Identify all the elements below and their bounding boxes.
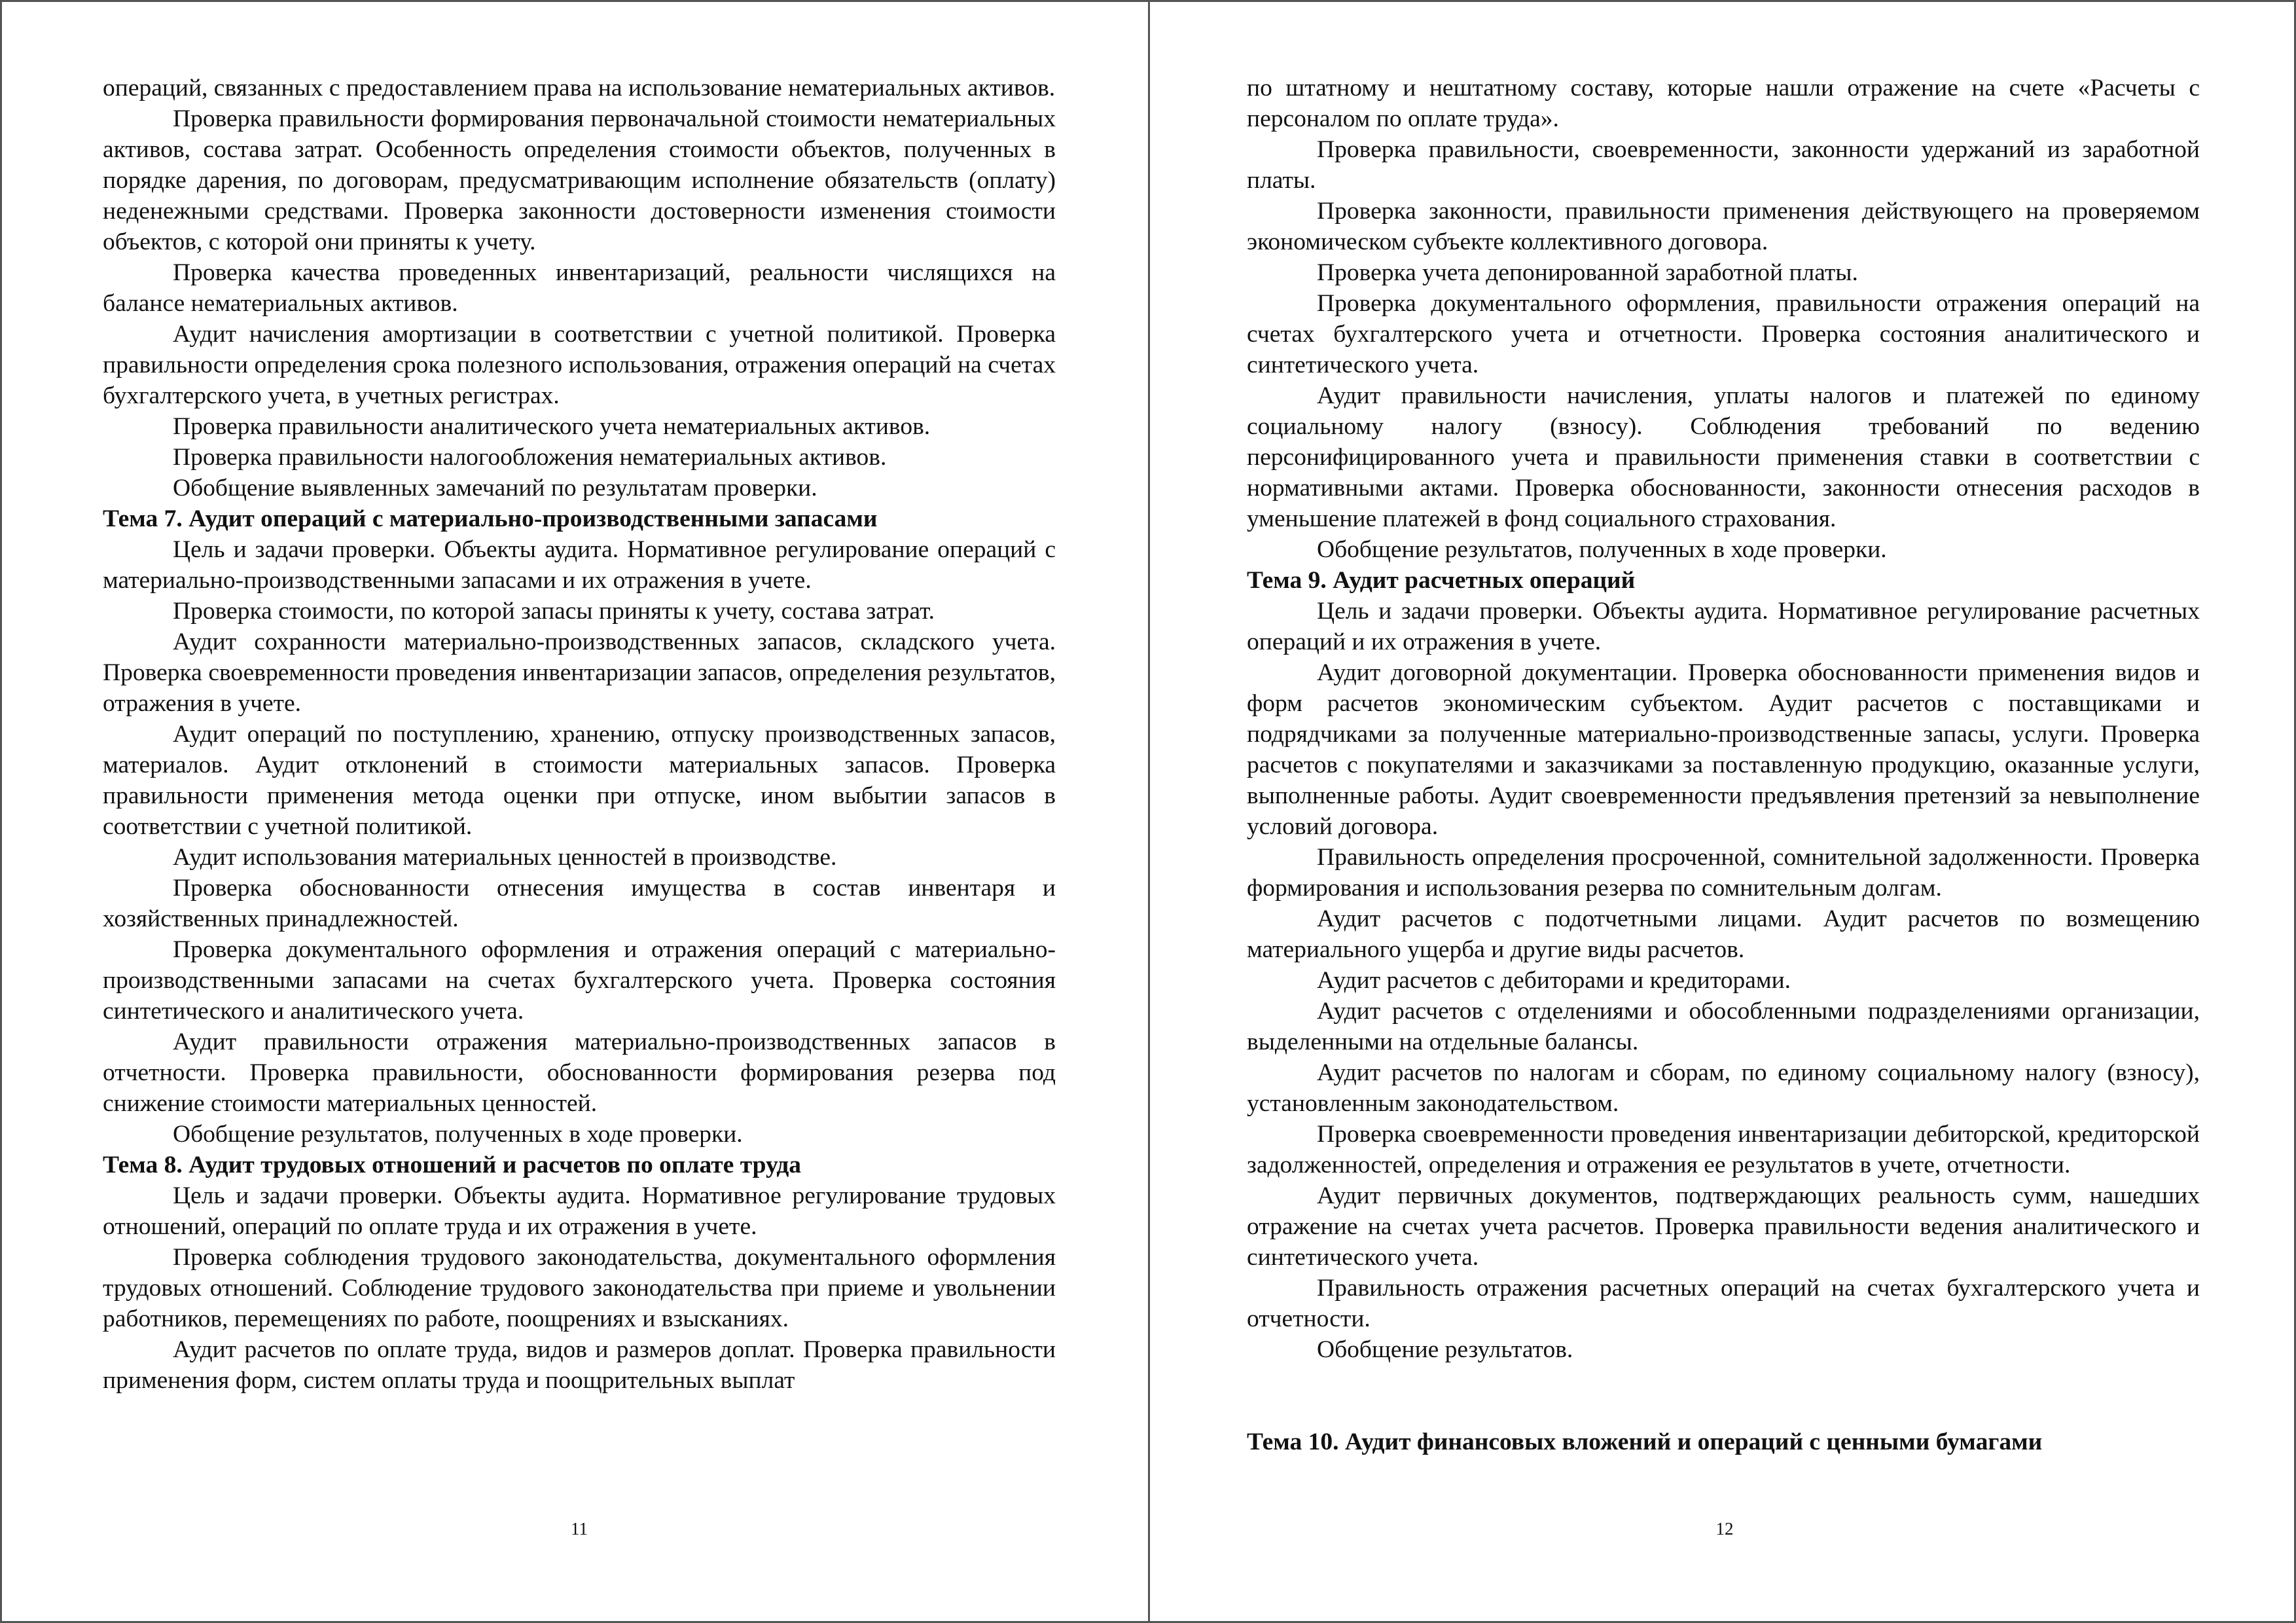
paragraph: Проверка соблюдения трудового законодательства, документального оформления трудовых отношений. Соблюдение трудового законодательства при приеме и увольнении работников, перемещениях по работе, поощрениях и взысканиях.	[103, 1244, 1056, 1332]
right-page	[1150, 2, 2296, 1621]
paragraph: Проверка правильности, своевременности, законности удержаний из заработной платы.	[1247, 136, 2200, 194]
paragraph: Аудит расчетов с дебиторами и кредиторами.	[1317, 967, 1791, 994]
paragraph: по штатному и нештатному составу, которые нашли отражение на счете «Расчеты с персоналом по оплате труда».	[1247, 75, 2200, 132]
paragraph: Проверка обоснованности отнесения имущества в состав инвентаря и хозяйственных принадлежностей.	[103, 875, 1056, 932]
paragraph: Аудит начисления амортизации в соответствии с учетной политикой. Проверка правильности определения срока полезного использования, отражения операций на счетах бухгалтерского учета, в учетных регистрах.	[103, 321, 1056, 409]
paragraph: Аудит расчетов с отделениями и обособленными подразделениями организации, выделенными на отдельные балансы.	[1247, 998, 2200, 1055]
paragraph: Аудит правильности отражения материально-производственных запасов в отчетности. Проверка правильности, обоснованности формирования резерва под снижение стоимости материальных ценностей.	[103, 1029, 1056, 1117]
paragraph: Аудит расчетов по налогам и сборам, по единому социальному налогу (взносу), установленным законодательством.	[1247, 1059, 2200, 1117]
paragraph: Правильность отражения расчетных операций на счетах бухгалтерского учета и отчетности.	[1247, 1275, 2200, 1332]
paragraph: Проверка качества проведенных инвентаризаций, реальности числящихся на балансе нематериальных активов.	[103, 259, 1056, 317]
paragraph: Цель и задачи проверки. Объекты аудита. Нормативное регулирование расчетных операций и их отражения в учете.	[1247, 598, 2200, 655]
right-page-text	[1247, 73, 2200, 1457]
paragraph: Проверка правильности налогообложения нематериальных активов.	[173, 444, 887, 471]
paragraph: Правильность определения просроченной, сомнительной задолженности. Проверка формирования и использования резерва по сомнительным долгам.	[1247, 844, 2200, 902]
paragraph: Аудит расчетов с подотчетными лицами. Аудит расчетов по возмещению материального ущерба и другие виды расчетов.	[1247, 905, 2200, 963]
paragraph: Аудит расчетов по оплате труда, видов и размеров доплат. Проверка правильности применения форм, систем оплаты труда и поощрительных выплат	[103, 1336, 1056, 1394]
paragraph: Проверка документального оформления и отражения операций с материально-производственными запасами на счетах бухгалтерского учета. Проверка состояния синтетического и аналитического учета.	[103, 936, 1056, 1025]
paragraph: Проверка документального оформления, правильности отражения операций на счетах бухгалтерского учета и отчетности. Проверка состояния аналитического и синтетического учета.	[1247, 290, 2200, 378]
section-heading-topic-7: Тема 7. Аудит операций с материально-производственными запасами	[103, 505, 878, 532]
paragraph: Проверка учета депонированной заработной платы.	[1317, 259, 1858, 286]
paragraph: Проверка законности, правильности применения действующего на проверяемом экономическом субъекте коллективного договора.	[1247, 198, 2200, 255]
paragraph: Проверка стоимости, по которой запасы приняты к учету, состава затрат.	[173, 598, 935, 625]
paragraph: Обобщение результатов, полученных в ходе проверки.	[1317, 536, 1887, 563]
left-page-text	[103, 73, 1056, 1396]
paragraph: Аудит сохранности материально-производственных запасов, складского учета. Проверка своевременности проведения инвентаризации запасов, определения результатов, отражения в учете.	[103, 629, 1056, 717]
page-number: 12	[1715, 1519, 1734, 1539]
paragraph: Цель и задачи проверки. Объекты аудита. Нормативное регулирование операций с материально-производственными запасами и их отражения в учете.	[103, 536, 1056, 594]
paragraph: Обобщение выявленных замечаний по результатам проверки.	[173, 475, 817, 501]
paragraph: Проверка своевременности проведения инвентаризации дебиторской, кредиторской задолженностей, определения и отражения ее результатов в учете, отчетности.	[1247, 1121, 2200, 1178]
paragraph: Обобщение результатов, полученных в ходе проверки.	[173, 1121, 743, 1148]
paragraph: Проверка правильности аналитического учета нематериальных активов.	[173, 413, 931, 440]
paragraph: Аудит правильности начисления, уплаты налогов и платежей по единому социальному налогу (взносу). Соблюдения требований по ведению персонифицированного учета и правильности применения ставки в соответствии с нормативными актами. Проверка обоснованности, законности отнесения расходов в уменьшение платежей в фонд социального страхования.	[1247, 382, 2200, 532]
paragraph: Цель и задачи проверки. Объекты аудита. Нормативное регулирование трудовых отношений, операций по оплате труда и их отражения в учете.	[103, 1182, 1056, 1240]
paragraph: Обобщение результатов.	[1317, 1336, 1573, 1363]
paragraph: Аудит операций по поступлению, хранению, отпуску производственных запасов, материалов. Аудит отклонений в стоимости материальных запасов. Проверка правильности применения метода оценки при отпуске, ином выбытии запасов в соответствии с учетной политикой.	[103, 721, 1056, 840]
section-heading-topic-10: Тема 10. Аудит финансовых вложений и операций с ценными бумагами	[1247, 1429, 2043, 1455]
left-page	[2, 2, 1150, 1621]
paragraph: Проверка правильности формирования первоначальной стоимости нематериальных активов, состава затрат. Особенность определения стоимости объектов, полученных в порядке дарения, по договорам, предусматривающим исполнение обязательств (оплату) неденежными средствами. Проверка законности достоверности изменения стоимости объектов, с которой они приняты к учету.	[103, 105, 1056, 255]
section-heading-topic-9: Тема 9. Аудит расчетных операций	[1247, 567, 1636, 594]
paragraph: Аудит договорной документации. Проверка обоснованности применения видов и форм расчетов экономическим субъектом. Аудит расчетов с поставщиками и подрядчиками за полученные материально-производственные запасы, услуги. Проверка расчетов с покупателями и заказчиками за поставленную продукцию, оказанные услуги, выполненные работы. Аудит своевременности предъявления претензий за невыполнение условий договора.	[1247, 659, 2200, 840]
blank-space	[1247, 1365, 2200, 1427]
paragraph: Аудит первичных документов, подтверждающих реальность сумм, нашедших отражение на счетах учета расчетов. Проверка правильности ведения аналитического и синтетического учета.	[1247, 1182, 2200, 1271]
paragraph: операций, связанных с предоставлением права на использование нематериальных активов.	[103, 75, 1056, 101]
section-heading-topic-8: Тема 8. Аудит трудовых отношений и расчетов по оплате труда	[103, 1152, 802, 1178]
paragraph: Аудит использования материальных ценностей в производстве.	[173, 844, 837, 871]
page-number: 11	[571, 1519, 588, 1539]
